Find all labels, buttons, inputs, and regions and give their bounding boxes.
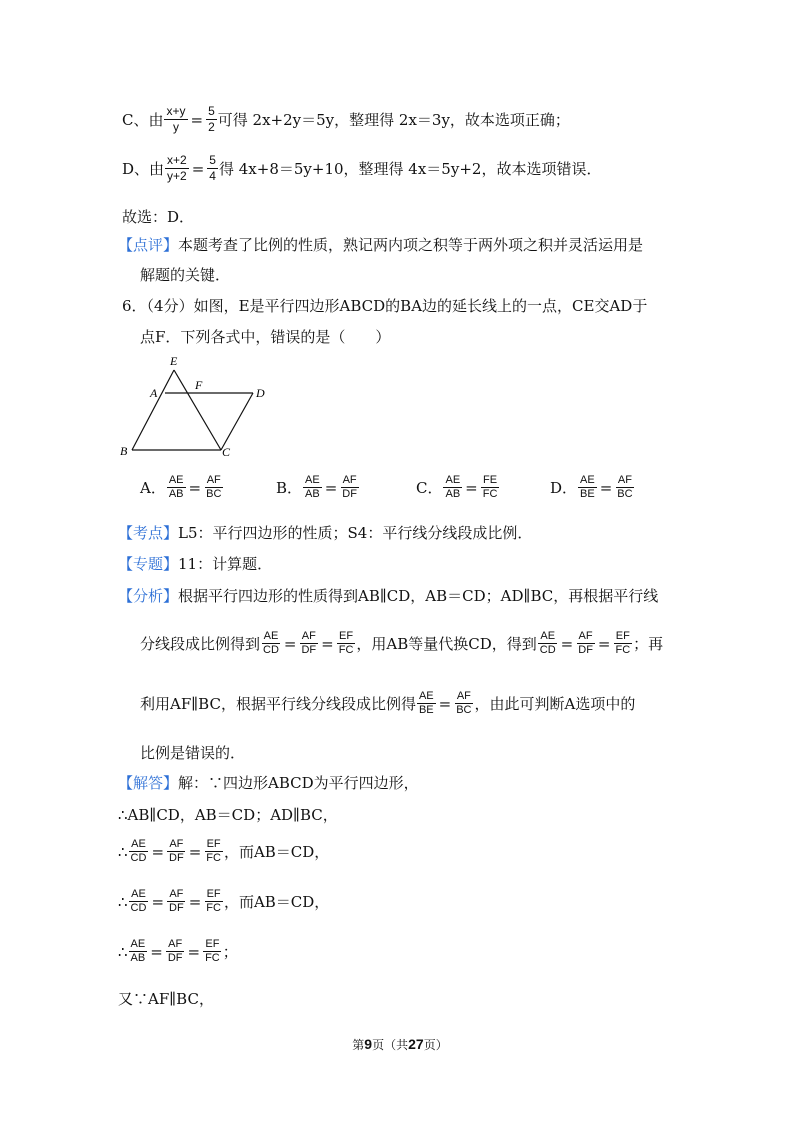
fraction: $\frac{EF}{FC}$: [206, 838, 221, 864]
fraction: $\frac{5}{2}$: [208, 104, 215, 134]
page-footer: 第9页（共27页）: [352, 1036, 448, 1052]
option-c: C． $\frac{AE}{AB}$ = $\frac{FE}{FC}$: [416, 474, 498, 500]
fraction: $\frac{EF}{FC}$: [205, 938, 220, 964]
page-number: 9: [364, 1036, 373, 1052]
fraction: $\frac{AE}{AB}$: [305, 474, 320, 500]
fraction: $\frac{AE}{BE}$: [580, 474, 595, 500]
label-d: D: [256, 386, 265, 400]
fraction: $\frac{AE}{BE}$: [418, 690, 434, 716]
fraction: $\frac{AF}{DF}$: [169, 888, 184, 914]
comment-line: [118, 234, 643, 255]
comment-text: 本题考查了比例的性质，熟记两内项之积等于两外项之积并灵活运用是: [178, 236, 644, 254]
fraction: $\frac{x+y}{y}$: [166, 104, 186, 134]
question-6-line-2: 点F．下列各式中，错误的是（ ）: [140, 328, 391, 346]
fraction: $\frac{x+2}{y+2}$: [167, 153, 187, 183]
fraction: $\frac{AF}{BC}$: [617, 474, 633, 500]
fraction: $\frac{AE}{CD}$: [130, 888, 147, 914]
label-a: A: [150, 386, 158, 400]
fenxi-line-4: 比例是错误的．: [140, 744, 246, 762]
label-f: F: [195, 378, 203, 392]
option-d: D． $\frac{AE}{BE}$ = $\frac{AF}{BC}$: [550, 474, 633, 500]
fraction: $\frac{EF}{FC}$: [206, 888, 221, 914]
select-answer: 故选：D．: [122, 208, 195, 226]
line-c-text: 可得 2x+2y＝5y，整理得 2x＝3y，故本选项正确；: [217, 111, 570, 129]
fraction: $\frac{EF}{FC}$: [338, 630, 354, 656]
fraction: $\frac{AE}{AB}$: [168, 474, 184, 500]
fraction: $\frac{AF}{BC}$: [206, 474, 222, 500]
fraction: $\frac{AF}{DF}$: [578, 630, 593, 656]
fraction: $\frac{AF}{DF}$: [169, 838, 184, 864]
label-c: C: [222, 445, 231, 459]
fraction: $\frac{AF}{DF}$: [301, 630, 317, 656]
fenxi-line-2: 分线段成比例得到 $\frac{AE}{CD}$ = $\frac{AF}{DF}$ = $\frac{EF}{FC}$ ，用AB等量代换CD，得到 $\frac{AE}{CD}$ = $\frac{AF}{DF}$ = $\frac{EF}{FC}$ ；再: [140, 630, 664, 656]
page-total: 27: [408, 1036, 424, 1052]
option-a: A． $\frac{AE}{AB}$ = $\frac{AF}{BC}$: [140, 474, 222, 500]
comment-line-2: 解题的关键．: [140, 266, 231, 284]
fraction: $\frac{AE}{CD}$: [539, 630, 556, 656]
fraction: $\frac{EF}{FC}$: [615, 630, 631, 656]
fraction: $\frac{FE}{FC}$: [482, 474, 498, 500]
solution-line-5: 又∵AF∥BC，: [118, 990, 214, 1008]
fraction: $\frac{5}{4}$: [209, 153, 216, 183]
line-c: C、由 $\frac{x+y}{y}$ = $\frac{5}{2}$ 可得 2x+2y＝5y，整理得 2x＝3y，故本选项正确；: [122, 104, 570, 134]
solution-line-2: ∴ $\frac{AE}{CD}$ = $\frac{AF}{DF}$ = $\frac{EF}{FC}$ ，而AB＝CD，: [118, 838, 330, 864]
line-d-text: 得 4x+8＝5y+10，整理得 4x＝5y+2，故本选项错误．: [218, 160, 602, 178]
kaodian-line: 【考点】 L5：平行四边形的性质；S4：平行线分线段成比例．: [118, 524, 533, 542]
fraction: $\frac{AF}{DF}$: [167, 938, 183, 964]
solution-line-4: ∴ $\frac{AE}{AB}$ = $\frac{AF}{DF}$ = $\frac{EF}{FC}$ ；: [118, 938, 238, 964]
solution-line-1: ∴AB∥CD，AB＝CD；AD∥BC，: [118, 806, 338, 824]
fraction: $\frac{AE}{CD}$: [130, 838, 147, 864]
fraction: $\frac{AE}{AB}$: [445, 474, 461, 500]
question-6-line-1: 6．（4分）如图，E是平行四边形ABCD的BA边的延长线上的一点，CE交AD于: [122, 297, 648, 315]
jieda-line: 【解答】 解：∵四边形ABCD为平行四边形，: [118, 774, 419, 792]
fraction: $\frac{AE}{CD}$: [263, 630, 279, 656]
parallelogram-figure: [118, 350, 288, 460]
zhuanti-line: 【专题】 11：计算题．: [118, 555, 273, 573]
fenxi-line-1: 【分析】 根据平行四边形的性质得到AB∥CD，AB＝CD；AD∥BC，再根据平行线: [118, 587, 659, 605]
fraction: $\frac{AF}{BC}$: [456, 690, 472, 716]
solution-line-3: ∴ $\frac{AE}{CD}$ = $\frac{AF}{DF}$ = $\frac{EF}{FC}$ ，而AB＝CD，: [118, 888, 330, 914]
line-d-prefix: D、由: [122, 160, 165, 178]
fenxi-line-3: 利用AF∥BC，根据平行线分线段成比例得 $\frac{AE}{BE}$ = $\frac{AF}{BC}$ ，由此可判断A选项中的: [140, 690, 636, 716]
line-c-prefix: C、由: [122, 111, 164, 129]
fraction: $\frac{AE}{AB}$: [130, 938, 146, 964]
fraction: $\frac{AF}{DF}$: [342, 474, 357, 500]
label-e: E: [170, 354, 178, 368]
line-d: D、由 $\frac{x+2}{y+2}$ = $\frac{5}{4}$ 得 4x+8＝5y+10，整理得 4x＝5y+2，故本选项错误．: [122, 153, 602, 183]
label-b: B: [120, 444, 128, 458]
option-b: B． $\frac{AE}{AB}$ = $\frac{AF}{DF}$: [276, 474, 357, 500]
comment-tag: 【点评】: [118, 236, 179, 254]
